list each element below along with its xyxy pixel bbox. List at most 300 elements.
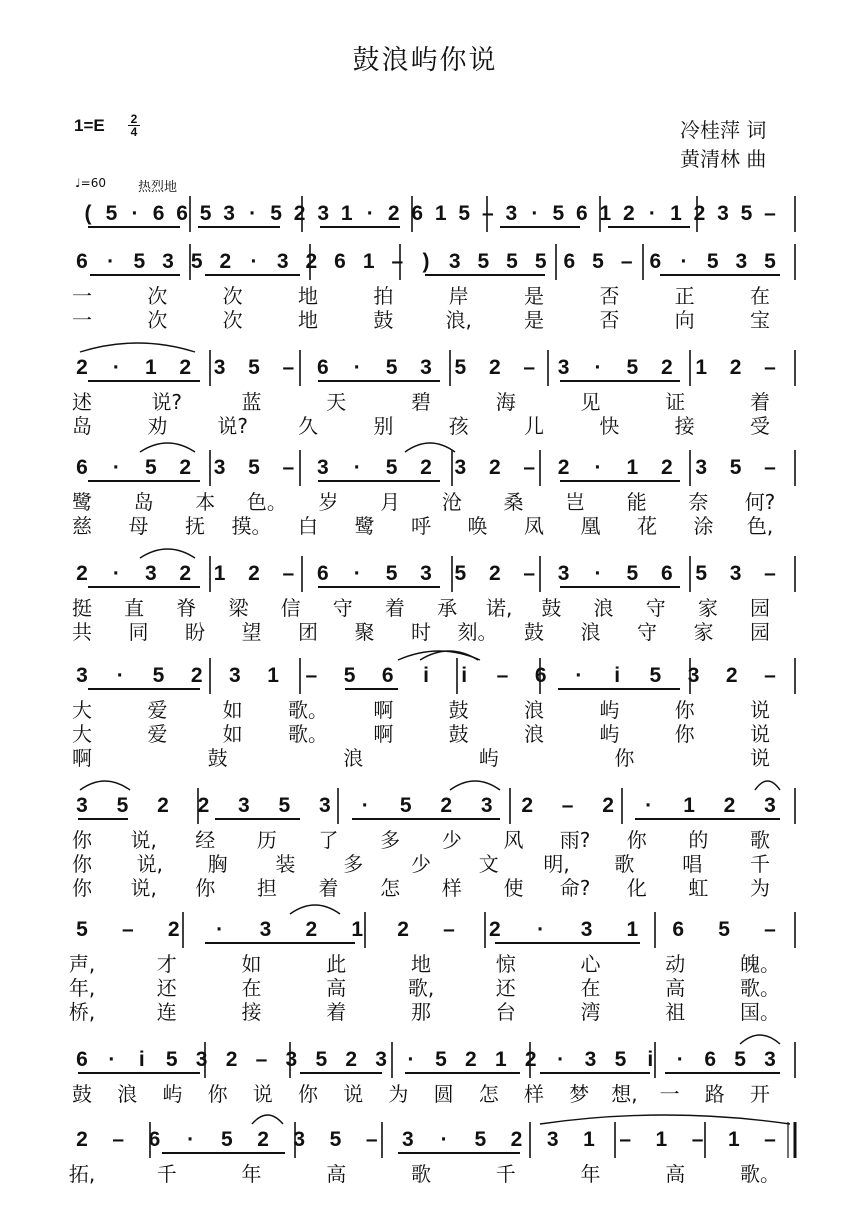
note-1-14: 5 [477, 250, 490, 273]
note-1-7: 3 [276, 250, 289, 273]
note-1-11: – [391, 250, 404, 273]
note-8-5: 2 [225, 1048, 238, 1071]
lyric-4-0-5: 守 [332, 596, 353, 620]
note-5-9: i [423, 664, 429, 687]
note-3-5: 5 [248, 456, 260, 479]
note-8-7: 3 [285, 1048, 298, 1071]
note-5-5: 1 [267, 664, 279, 687]
lyric-2-0-5: 海 [495, 390, 516, 414]
note-2-2: 1 [144, 356, 157, 379]
lyric-2-1-9: 受 [750, 414, 770, 438]
note-2-15: · [594, 356, 602, 379]
lyric-1-1-4: 鼓 [373, 308, 394, 332]
note-4-5: 2 [248, 562, 260, 585]
note-5-13: · [575, 664, 583, 687]
lyric-7-0-1: 才 [156, 952, 177, 976]
note-2-19: 2 [729, 356, 742, 379]
lyric-6-2-6: 样 [441, 876, 462, 900]
note-0-10: 3 [317, 202, 330, 225]
lyric-4-0-2: 脊 [176, 596, 197, 620]
note-8-15: 2 [524, 1048, 537, 1071]
lyric-7-1-1: 还 [156, 976, 177, 1000]
lyric-3-0-2: 本 [195, 490, 216, 514]
note-3-4: 3 [213, 456, 226, 479]
lyric-4-0-3: 梁 [228, 596, 249, 620]
note-8-0: 6 [76, 1048, 88, 1071]
note-8-19: i [647, 1048, 654, 1071]
lyric-1-0-1: 次 [147, 284, 168, 308]
lyric-6-1-4: 多 [343, 852, 364, 876]
note-4-11: 5 [454, 562, 467, 585]
lyric-7-2-4: 那 [411, 1000, 431, 1024]
note-3-11: 3 [454, 456, 467, 479]
lyric-1-1-2: 次 [222, 308, 243, 332]
note-0-3: 6 [152, 202, 165, 225]
lyric-5-0-4: 啊 [373, 698, 394, 722]
lyric-4-0-4: 信 [280, 596, 301, 620]
time-signature-bottom: 4 [130, 125, 138, 139]
lyric-6-2-0: 你 [72, 876, 92, 900]
note-2-12: 2 [488, 356, 501, 379]
note-0-11: 1 [340, 202, 353, 225]
lyric-7-0-3: 此 [326, 952, 347, 976]
lyric-3-1-6: 呼 [411, 514, 431, 538]
lyric-8-0-14: 路 [704, 1082, 725, 1106]
lyric-7-2-3: 着 [326, 1000, 347, 1024]
note-4-1: · [112, 562, 120, 585]
lyric-1-1-0: 一 [72, 308, 92, 332]
note-6-17: 3 [764, 794, 776, 817]
lyric-7-1-3: 高 [326, 976, 347, 1000]
note-4-16: 5 [626, 562, 639, 585]
lyric-6-2-2: 你 [195, 876, 216, 900]
note-8-14: 1 [494, 1048, 507, 1071]
lyric-6-1-3: 装 [275, 852, 296, 876]
note-8-2: i [138, 1048, 145, 1071]
lyric-2-1-2: 说? [217, 414, 248, 438]
lyric-6-1-9: 唱 [682, 852, 703, 876]
note-3-0: 6 [76, 456, 88, 479]
note-1-9: 6 [334, 250, 346, 273]
note-0-22: 1 [599, 202, 612, 225]
lyric-6-1-10: 千 [750, 852, 770, 876]
note-4-3: 2 [179, 562, 192, 585]
note-1-20: 6 [649, 250, 662, 273]
note-5-8: 6 [381, 664, 394, 687]
lyric-1-0-4: 拍 [373, 284, 394, 308]
lyric-6-2-10: 虹 [688, 876, 709, 900]
note-4-0: 2 [76, 562, 88, 585]
note-0-15: 1 [434, 202, 447, 225]
note-8-22: 5 [734, 1048, 746, 1071]
lyric-5-2-4: 你 [614, 746, 635, 770]
note-3-10: 2 [420, 456, 432, 479]
note-1-17: 6 [563, 250, 576, 273]
lyric-7-2-0: 桥, [68, 1000, 96, 1024]
note-8-21: 6 [704, 1048, 717, 1071]
note-0-4: 6 [176, 202, 188, 225]
note-6-13: 2 [602, 794, 614, 817]
lyric-2-0-6: 见 [580, 390, 601, 414]
note-7-6: 1 [351, 918, 364, 941]
lyric-7-0-7: 动 [665, 952, 686, 976]
lyric-1-0-0: 一 [72, 284, 92, 308]
note-2-0: 2 [76, 356, 88, 379]
note-1-2: 5 [133, 250, 146, 273]
note-7-4: 3 [259, 918, 272, 941]
lyric-4-1-7: 刻。 [457, 620, 498, 644]
lyric-9-0-4: 歌 [411, 1162, 431, 1186]
lyric-3-1-12: 色, [746, 514, 774, 538]
note-3-18: 3 [695, 456, 708, 479]
note-0-17: – [481, 202, 494, 225]
lyric-6-0-2: 经 [195, 828, 216, 852]
lyric-9-0-6: 年 [580, 1162, 601, 1186]
lyric-2-1-5: 孩 [448, 414, 469, 438]
note-8-4: 3 [195, 1048, 208, 1071]
note-5-16: 3 [687, 664, 700, 687]
lyric-7-2-7: 祖 [665, 1000, 686, 1024]
note-9-13: 3 [546, 1128, 559, 1151]
note-3-17: 2 [660, 456, 673, 479]
lyric-8-0-11: 梦 [569, 1082, 590, 1106]
lyric-6-0-6: 少 [441, 828, 462, 852]
lyric-9-0-1: 千 [156, 1162, 177, 1186]
lyric-6-1-2: 胸 [207, 852, 228, 876]
lyric-3-0-11: 何? [744, 490, 776, 514]
note-6-6: 3 [318, 794, 331, 817]
lyric-2-0-4: 碧 [411, 390, 431, 414]
note-2-16: 5 [626, 356, 639, 379]
note-2-18: 1 [695, 356, 708, 379]
lyric-4-1-2: 盼 [185, 620, 205, 644]
note-1-10: 1 [362, 250, 375, 273]
lyric-7-0-8: 魄。 [740, 952, 780, 976]
lyric-4-1-8: 鼓 [524, 620, 544, 644]
note-0-19: · [531, 202, 539, 225]
note-1-13: 3 [448, 250, 461, 273]
song-title: 鼓浪屿你说 [352, 45, 498, 76]
lyric-7-1-6: 在 [580, 976, 601, 1000]
lyric-3-0-7: 桑 [503, 490, 524, 514]
note-1-21: · [680, 250, 688, 273]
note-6-2: 2 [157, 794, 169, 817]
lyric-3-1-10: 花 [637, 514, 657, 538]
lyric-3-0-10: 奈 [688, 490, 709, 514]
note-0-0: ( [84, 202, 92, 225]
note-1-24: 5 [764, 250, 776, 273]
note-2-8: · [353, 356, 361, 379]
note-2-9: 5 [385, 356, 398, 379]
note-2-13: – [523, 356, 536, 379]
note-4-4: 1 [213, 562, 226, 585]
note-8-23: 3 [764, 1048, 776, 1071]
note-9-0: 2 [76, 1128, 88, 1151]
lyric-8-0-0: 鼓 [72, 1082, 92, 1106]
note-8-10: 3 [375, 1048, 387, 1071]
note-9-19: – [764, 1128, 776, 1151]
lyric-1-1-5: 浪, [445, 308, 472, 332]
note-2-17: 2 [660, 356, 673, 379]
note-3-12: 2 [488, 456, 501, 479]
lyric-1-1-6: 是 [524, 308, 544, 332]
note-4-14: 3 [557, 562, 570, 585]
lyric-7-2-2: 接 [241, 1000, 262, 1024]
lyric-8-0-8: 圆 [433, 1082, 454, 1106]
note-7-2: 2 [167, 918, 180, 941]
lyric-1-1-1: 次 [147, 308, 168, 332]
note-5-6: – [305, 664, 318, 687]
note-0-8: 5 [270, 202, 282, 225]
note-0-13: 2 [387, 202, 400, 225]
lyric-3-1-5: 鹭 [354, 514, 375, 538]
lyric-7-1-4: 歌, [407, 976, 435, 1000]
note-7-7: 2 [397, 918, 409, 941]
lyric-6-1-0: 你 [72, 852, 92, 876]
note-0-5: 5 [199, 202, 212, 225]
note-7-12: 1 [626, 918, 639, 941]
lyric-6-2-3: 担 [256, 876, 277, 900]
note-1-8: 2 [305, 250, 318, 273]
note-5-0: 3 [76, 664, 88, 687]
key-signature: 1=E [74, 116, 105, 135]
lyric-1-0-8: 正 [674, 284, 695, 308]
note-9-9: 3 [402, 1128, 414, 1151]
lyric-1-1-9: 宝 [750, 308, 770, 332]
note-5-7: 5 [343, 664, 356, 687]
note-2-7: 6 [316, 356, 329, 379]
note-3-2: 5 [144, 456, 157, 479]
note-1-5: 2 [219, 250, 232, 273]
note-8-8: 5 [315, 1048, 328, 1071]
lyric-6-0-7: 风 [503, 828, 524, 852]
note-4-20: – [764, 562, 776, 585]
note-0-2: · [131, 202, 139, 225]
lyric-7-2-5: 台 [495, 1000, 516, 1024]
lyric-5-1-2: 如 [222, 722, 243, 746]
lyric-3-0-9: 能 [626, 490, 647, 514]
note-3-8: · [353, 456, 361, 479]
lyric-3-0-4: 岁 [318, 490, 339, 514]
lyric-4-0-7: 承 [437, 596, 458, 620]
lyric-6-2-7: 使 [503, 876, 524, 900]
note-4-17: 6 [660, 562, 673, 585]
lyric-4-1-12: 园 [750, 620, 770, 644]
note-5-4: 3 [229, 664, 241, 687]
lyric-1-0-6: 是 [524, 284, 544, 308]
note-4-13: – [523, 562, 536, 585]
lyric-3-1-11: 涂 [693, 514, 714, 538]
lyric-8-0-15: 开 [750, 1082, 770, 1106]
note-0-24: · [648, 202, 656, 225]
note-6-14: · [645, 794, 653, 817]
lyric-5-0-2: 如 [222, 698, 243, 722]
note-0-28: 5 [740, 202, 753, 225]
note-8-6: – [255, 1048, 268, 1071]
note-0-14: 6 [411, 202, 424, 225]
lyric-9-0-7: 高 [665, 1162, 686, 1186]
lyric-8-0-1: 浪 [117, 1082, 138, 1106]
lyric-5-0-0: 大 [72, 698, 92, 722]
lyric-3-0-1: 岛 [133, 490, 154, 514]
lyric-5-2-0: 啊 [72, 746, 92, 770]
note-5-1: · [116, 664, 124, 687]
lyric-7-2-1: 连 [156, 1000, 177, 1024]
note-3-7: 3 [316, 456, 329, 479]
note-5-10: i [461, 664, 468, 687]
note-1-23: 3 [735, 250, 748, 273]
note-9-4: 5 [220, 1128, 233, 1151]
lyric-5-1-8: 你 [674, 722, 695, 746]
lyricist-credit: 冷桂萍 词 [680, 118, 767, 142]
lyric-5-0-8: 你 [674, 698, 695, 722]
note-9-18: 1 [727, 1128, 740, 1151]
lyric-5-2-2: 浪 [343, 746, 364, 770]
note-3-20: – [764, 456, 776, 479]
lyric-7-1-0: 年, [68, 976, 96, 1000]
lyric-8-0-7: 为 [388, 1082, 409, 1106]
lyric-9-0-2: 年 [241, 1162, 262, 1186]
note-0-23: 2 [623, 202, 635, 225]
lyric-2-0-3: 天 [326, 390, 347, 414]
lyric-6-1-7: 明, [543, 852, 570, 876]
lyric-2-1-3: 久 [298, 414, 318, 438]
note-4-9: 5 [385, 562, 398, 585]
note-3-14: 2 [557, 456, 570, 479]
note-9-5: 2 [257, 1128, 269, 1151]
note-9-14: 1 [583, 1128, 595, 1151]
note-7-0: 5 [76, 918, 88, 941]
lyric-9-0-3: 高 [326, 1162, 347, 1186]
note-6-15: 1 [683, 794, 695, 817]
note-2-6: – [282, 356, 295, 379]
lyric-1-0-5: 岸 [448, 284, 469, 308]
lyric-2-1-4: 别 [373, 414, 394, 438]
lyric-4-1-6: 时 [411, 620, 431, 644]
lyric-2-0-8: 着 [750, 390, 770, 414]
lyric-6-0-3: 历 [256, 828, 277, 852]
lyric-4-1-5: 聚 [354, 620, 375, 644]
note-0-26: 2 [693, 202, 706, 225]
lyric-4-0-13: 园 [750, 596, 770, 620]
note-0-12: · [366, 202, 374, 225]
note-4-10: 3 [420, 562, 432, 585]
note-9-10: · [440, 1128, 448, 1151]
note-1-4: 5 [190, 250, 203, 273]
lyric-3-1-8: 凤 [524, 514, 544, 538]
lyric-5-0-9: 说 [750, 698, 770, 722]
note-3-16: 1 [626, 456, 639, 479]
lyric-5-1-7: 屿 [599, 722, 620, 746]
lyric-6-2-8: 命? [559, 876, 591, 900]
lyric-6-0-10: 的 [688, 828, 709, 852]
lyric-3-1-1: 母 [128, 514, 149, 538]
lyric-6-0-5: 多 [380, 828, 401, 852]
lyric-3-0-3: 色。 [246, 490, 287, 514]
lyric-5-1-5: 鼓 [448, 722, 469, 746]
note-6-12: – [561, 794, 574, 817]
lyric-9-0-5: 千 [495, 1162, 516, 1186]
lyric-5-1-0: 大 [72, 722, 92, 746]
note-3-15: · [594, 456, 602, 479]
note-6-10: 3 [480, 794, 493, 817]
note-4-2: 3 [144, 562, 157, 585]
lyric-6-0-9: 你 [626, 828, 647, 852]
lyric-5-1-4: 啊 [373, 722, 394, 746]
note-5-14: i [614, 664, 621, 687]
note-6-11: 2 [521, 794, 534, 817]
note-3-6: – [282, 456, 295, 479]
lyric-4-1-10: 守 [637, 620, 657, 644]
note-2-20: – [764, 356, 776, 379]
note-6-1: 5 [116, 794, 129, 817]
lyric-4-0-11: 守 [645, 596, 666, 620]
note-1-1: · [107, 250, 115, 273]
lyric-1-0-9: 在 [750, 284, 770, 308]
note-8-17: 3 [584, 1048, 597, 1071]
lyric-1-1-7: 否 [599, 308, 620, 332]
note-7-3: · [216, 918, 224, 941]
lyric-7-1-8: 歌。 [740, 976, 780, 1000]
lyric-2-1-0: 岛 [72, 414, 92, 438]
lyric-1-1-8: 向 [674, 308, 695, 332]
lyric-2-1-7: 快 [599, 414, 620, 438]
note-3-9: 5 [385, 456, 398, 479]
note-6-3: 2 [197, 794, 210, 817]
note-1-15: 5 [506, 250, 518, 273]
lyric-4-0-1: 直 [124, 596, 145, 620]
tempo-marking: ♩=60 [75, 176, 106, 190]
note-9-2: 6 [148, 1128, 161, 1151]
note-6-9: 2 [440, 794, 453, 817]
lyric-8-0-2: 屿 [162, 1082, 183, 1106]
note-6-5: 5 [278, 794, 291, 817]
note-5-11: – [496, 664, 509, 687]
note-7-10: · [537, 918, 545, 941]
note-4-6: – [282, 562, 295, 585]
lyric-3-1-7: 唤 [467, 514, 488, 538]
lyric-1-0-3: 地 [298, 284, 318, 308]
note-9-1: – [112, 1128, 125, 1151]
note-0-18: 3 [505, 202, 518, 225]
lyric-4-0-12: 家 [697, 596, 718, 620]
note-8-20: · [676, 1048, 684, 1071]
lyric-4-0-10: 浪 [593, 596, 614, 620]
note-1-22: 5 [706, 250, 719, 273]
note-6-0: 3 [76, 794, 88, 817]
lyric-7-2-6: 湾 [580, 1000, 601, 1024]
note-9-15: – [619, 1128, 631, 1151]
lyric-7-0-4: 地 [411, 952, 431, 976]
note-5-2: 5 [152, 664, 165, 687]
lyric-7-0-5: 惊 [495, 952, 516, 976]
lyric-3-0-6: 沧 [441, 490, 462, 514]
note-4-12: 2 [488, 562, 501, 585]
note-1-12: ) [422, 250, 430, 273]
note-9-12: 2 [510, 1128, 523, 1151]
note-4-18: 5 [695, 562, 708, 585]
note-2-4: 3 [213, 356, 226, 379]
lyric-3-0-5: 月 [380, 490, 401, 514]
lyric-6-0-1: 说, [130, 828, 157, 852]
lyric-2-1-8: 接 [674, 414, 695, 438]
composer-credit: 黄清林 曲 [680, 147, 767, 171]
note-1-6: · [250, 250, 258, 273]
note-7-1: – [122, 918, 134, 941]
lyric-7-0-0: 声, [68, 952, 96, 976]
note-3-3: 2 [179, 456, 192, 479]
note-1-3: 3 [162, 250, 174, 273]
